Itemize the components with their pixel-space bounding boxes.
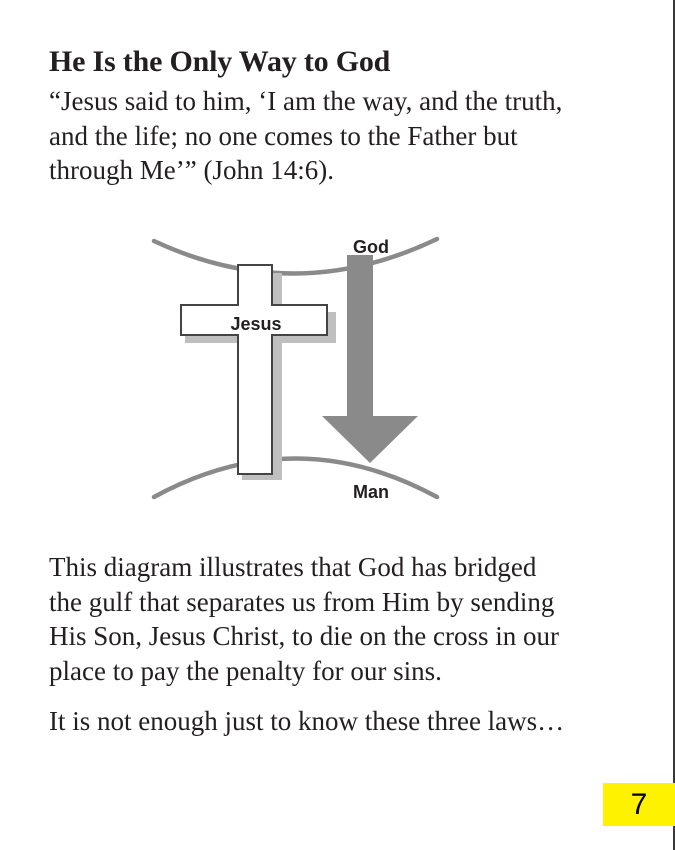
scripture-quote — [49, 84, 649, 188]
body-line: His Son, Jesus Christ, to die on the cross in our — [49, 621, 559, 651]
page-number-badge: 7 — [603, 783, 675, 826]
closing-sentence: It is not enough just to know these three laws… — [49, 706, 565, 736]
section-heading: He Is the Only Way to God — [49, 45, 391, 78]
body-line: This diagram illustrates that God has bridged — [49, 552, 537, 582]
quote-line: through Me’” (John 14:6). — [49, 155, 334, 185]
quote-line: “Jesus said to him, ‘I am the way, and the truth, — [49, 86, 563, 116]
bridge-diagram-svg — [150, 225, 450, 510]
body-line: place to pay the penalty for our sins. — [49, 655, 442, 686]
man-side-arc — [154, 459, 437, 498]
god-side-arc — [154, 239, 437, 274]
jesus-label: Jesus — [230, 314, 282, 334]
man-label: Man — [353, 482, 389, 502]
god-label: God — [353, 237, 389, 257]
cross-icon — [181, 265, 327, 474]
body-line: the gulf that separates us from Him by sending — [49, 586, 555, 617]
bridge-diagram — [150, 225, 450, 510]
down-arrow-icon — [322, 255, 418, 463]
quote-line: and the life; no one comes to the Father but — [49, 120, 518, 151]
diagram-explanation — [49, 550, 649, 688]
